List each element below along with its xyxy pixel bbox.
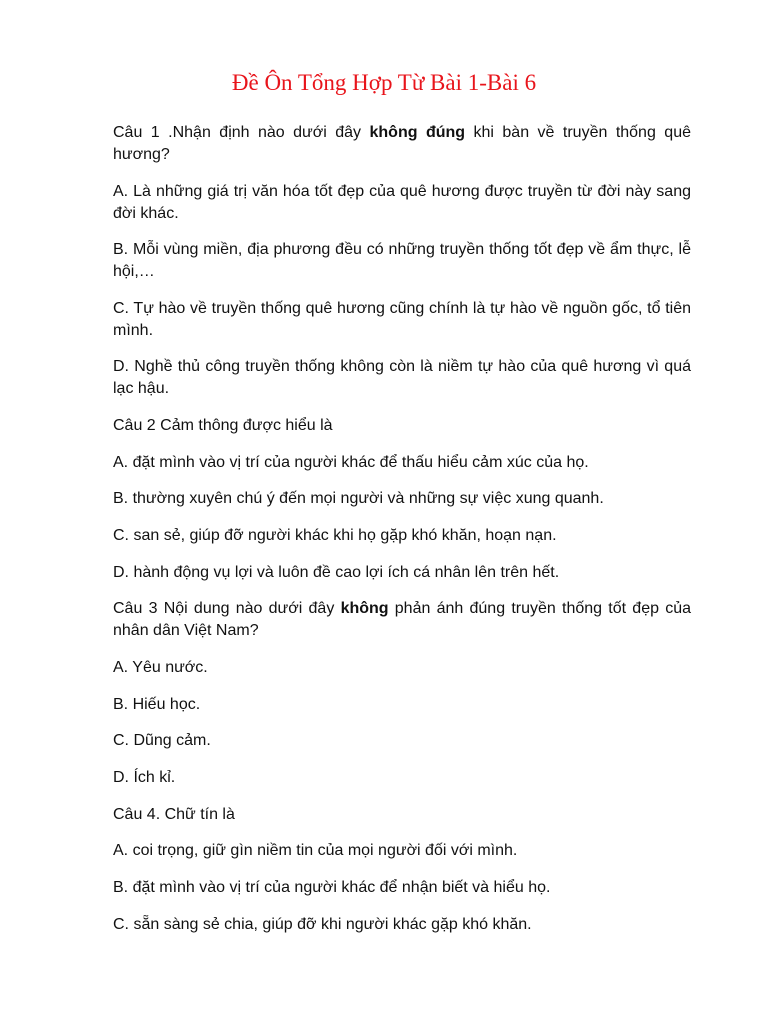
question-2-option-a: A. đặt mình vào vị trí của người khác để thấu hiểu cảm xúc của họ. (113, 453, 589, 471)
question-1-emphasis: không đúng (369, 124, 466, 141)
question-4-option-b: B. đặt mình vào vị trí của người khác để nhận biết và hiểu họ. (113, 879, 551, 897)
question-1-stem-text-end: khi bàn về truyền thống quê hương? (113, 124, 692, 163)
question-3-option-a: A. Yêu nước. (113, 659, 208, 676)
document-body (113, 122, 691, 951)
question-1-option-d: D. Nghề thủ công truyền thống không còn là niềm tự hào của quê hương vì quá lạc hậu. (113, 358, 691, 398)
document-title: Đề Ôn Tổng Hợp Từ Bài 1-Bài 6 (231, 70, 537, 95)
question-3-option-c: C. Dũng cảm. (113, 732, 211, 750)
question-1-option-b: B. Mỗi vùng miền, địa phương đều có những truyền thống tốt đẹp về ẩm thực, lễ hội,… (113, 241, 691, 281)
question-2-option-d: D. hành động vụ lợi và luôn đề cao lợi ích cá nhân lên trên hết. (113, 563, 560, 581)
question-1-stem (113, 122, 691, 166)
question-3-option-b: B. Hiếu học. (113, 695, 201, 713)
question-2-option-b: B. thường xuyên chú ý đến mọi người và những sự việc xung quanh. (113, 490, 604, 508)
question-3-stem-text: Câu 3 Nội dung nào dưới đây (113, 600, 341, 618)
question-3-stem-text-end: phản ánh đúng truyền thống tốt đẹp của nhân dân Việt Nam? (113, 600, 692, 640)
question-4-option-c: C. sẵn sàng sẻ chia, giúp đỡ khi người khác gặp khó khăn. (113, 915, 532, 933)
question-4-option-a: A. coi trọng, giữ gìn niềm tin của mọi người đối với mình. (113, 842, 518, 860)
question-2-option-c: C. san sẻ, giúp đỡ người khác khi họ gặp khó khăn, hoạn nạn. (113, 527, 557, 545)
question-2-stem: Câu 2 Cảm thông được hiểu là (113, 416, 333, 434)
question-1-option-a: A. Là những giá trị văn hóa tốt đẹp của quê hương được truyền từ đời này sang đời khác. (113, 182, 691, 222)
question-1-stem-text: Câu 1 .Nhận định nào dưới đây (113, 124, 370, 141)
question-3-option-d: D. Ích kỉ. (113, 769, 176, 787)
question-3-stem (113, 598, 691, 642)
question-3-emphasis: không (340, 600, 389, 618)
question-4-stem: Câu 4. Chữ tín là (113, 805, 235, 823)
question-1-option-c: C. Tự hào về truyền thống quê hương cũng chính là tự hào về nguồn gốc, tổ tiên mình. (113, 299, 691, 339)
